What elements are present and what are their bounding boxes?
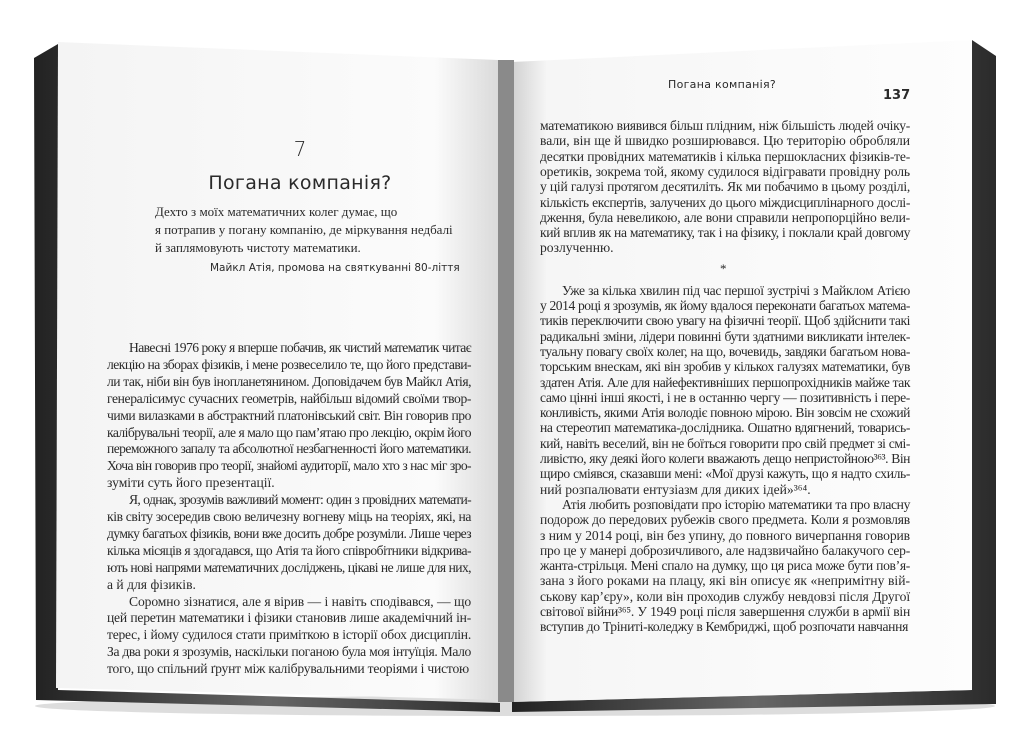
text-line-content: Хоча він говорив про теорії, знайомі аудиторії, мало хто з нас міг зро- (107, 458, 471, 474)
text-line-content: ськову кар’єру», коли він проходив службу невдовзі після Другої (540, 588, 910, 604)
text-line-content: терес, і йому судилося стати приміткою в історії обох дисциплін. (107, 627, 471, 643)
text-line-content: щиро сміявся, сказавши мені: «Мої друзі кажуть, що я надто схиль- (540, 466, 910, 482)
text-line-content: генералісимус сучасних геометрів, найбільш відомий своїми твор- (107, 390, 471, 406)
text-line-content: ють нові напрями математичних досліджень, цікаві не лише для них, (107, 559, 471, 575)
text-line-content: здатен Атія. Але для найефективніших першопрохідників майже так (540, 374, 910, 390)
text-line-content: на стереотип математика-дослідника. Ошатно вдягнений, товарись- (540, 420, 910, 436)
text-line-content: зана з його роками на плацу, які він описує як «непримітну вій- (540, 573, 910, 589)
text-line-content: подорож до передових рубежів свого предмета. Коли я розмовляв (540, 512, 910, 528)
text-line-content: жанта-стрільця. Мені спало на думку, що ця риса може бути пов’я- (540, 558, 910, 574)
text-line-content: За два роки я зрозумів, наскільки поганою була моя інтуїція. Мало (107, 644, 471, 660)
text-line-content: світової війни³⁶⁵. У 1949 році після завершення служби в армії він (540, 604, 910, 619)
text-line-content: думку багатьох фізиків, вони вже досить добре розуміли. Лише через (107, 525, 471, 541)
text-line-content: того, що спільний ґрунт між калібрувальними теоріями і чистою (107, 661, 469, 677)
text-line-content: Соромно зізнатися, але я вірив — і навіть сподівався, — що (129, 593, 471, 609)
chapter-title: Погана компанія? (208, 172, 392, 194)
text-line-content: конливість, якими Атія володіє повною мірою. Він зовсім не схожий (540, 405, 910, 421)
text-line-content: дження, була невеликою, але вони справили непропорційно вели- (540, 209, 910, 225)
text-line-content: кілька місяців я здогадався, що Атія та його співробітники відкрива- (107, 542, 471, 558)
text-line-content: Атія любить розповідати про історію математики та про власну (562, 496, 910, 512)
text-line-content: математикою виявився більш плідним, ніж більшість людей очіку- (540, 118, 910, 133)
text-line-content: ний розпалювати ентузіазм для диких ідей»³⁶⁴. (540, 481, 811, 497)
text-line-content: Уже за кілька хвилин під час першої зустрічі з Майклом Атією (562, 282, 910, 298)
text-line-content: десятки провідних математиків і кілька першокласних фізиків-те- (540, 148, 910, 164)
text-line-content: про це у манері доброзичливого, але надзвичайно балакучого сер- (540, 542, 910, 558)
text-line-content: туальну повагу своїх колег, на що, вочевидь, завдяки багатьом нова- (540, 343, 910, 359)
text-line-content: розлученню. (540, 240, 614, 256)
text-line-content: ли так, ніби він був інопланетянином. Доповідачем був Майкл Атія, (107, 373, 471, 389)
text-line-content: у цій галузі протягом десятиліть. Як ми побачимо в цьому розділі, (540, 179, 910, 195)
chapter-number: 7 (293, 137, 307, 161)
text-line-content: ливістю, яку деякі його колеги вважають дещо непристойною³⁶³. Він (540, 451, 910, 466)
text-line-content: калібрувальні теорії, але я мало що пам’ятаю про лекцію, окрім його (107, 424, 471, 440)
text-line-content: кий вплив як на математику, так і на фізику, і поклали край довгому (540, 225, 910, 241)
spine-gutter (498, 60, 514, 702)
running-head: Погана компанія? (668, 78, 777, 91)
epigraph-attribution: Майкл Атія, промова на святкуванні 80-ліття (210, 262, 460, 274)
text-line-content: чими вилазками в абстрактний платонівський світ. Він говорив про (107, 407, 471, 423)
text-line-content: зуміти суть його презентації. (107, 475, 275, 491)
text-line-content: радикальні зміни, лідери повинні бути здатними викликати інтелек- (540, 328, 910, 344)
text-line-content: цей перетин математики і фізики становив лише академічний ін- (107, 610, 471, 626)
page-number: 137 (883, 88, 911, 103)
text-line-content: переможного запалу та абсолютної незбагненності його математики. (107, 441, 471, 457)
text-line-content: Я, однак, зрозумів важливий момент: один з провідних математи- (129, 492, 471, 508)
text-line-content: вали, він ще й швидко розширювався. Цю територію обробляли (540, 133, 910, 149)
text-line-content: вступив до Тріниті-коледжу в Кембриджі, щоб розпочати навчання (540, 619, 908, 635)
epigraph-line: Дехто з моїх математичних колег думає, що (155, 204, 398, 219)
epigraph-line: я потрапив у погану компанію, де міркування недбалі (155, 222, 453, 237)
epigraph (155, 203, 453, 257)
text-line-content: кий, навіть веселий, він не боїться говорити про свій предмет зі смі- (540, 435, 910, 451)
text-line-content: ків світу зосередив свою величезну вогневу міць на теоріях, які, на (107, 509, 471, 524)
text-line-content: само цінні інші якості, і не в останню чергу — позитивність і пере- (540, 389, 910, 405)
text-line-content: Навесні 1976 року я вперше побачив, як чистий математик читає (129, 340, 471, 355)
section-break: * (720, 261, 727, 276)
text-line-content: тиків переключити свою увагу на фізичні теорії. Щоб здійснити такі (540, 313, 910, 329)
text-line-content: а й для фізиків. (107, 576, 196, 592)
epigraph-line: й заплямовують чистоту математики. (155, 240, 361, 255)
text-line-content: з ним у 2014 році, він без упину, до повного вичерпання говорив (540, 527, 910, 543)
text-line-content: лекцію на зборах фізиків, і мене розвеселило те, що його представи- (107, 356, 471, 372)
text-line-content: у 2014 році я зрозумів, як йому вдалося переконати багатьох матема- (540, 298, 910, 313)
text-line-content: кількість експертів, залучених до цього міждисциплінарного дослі- (540, 194, 910, 210)
text-line-content: торським внескам, які він зробив у кількох галузях математики, був (540, 359, 910, 375)
text-line-content: оретиків, зокрема той, якому судилося відігравати провідну роль (540, 163, 910, 179)
